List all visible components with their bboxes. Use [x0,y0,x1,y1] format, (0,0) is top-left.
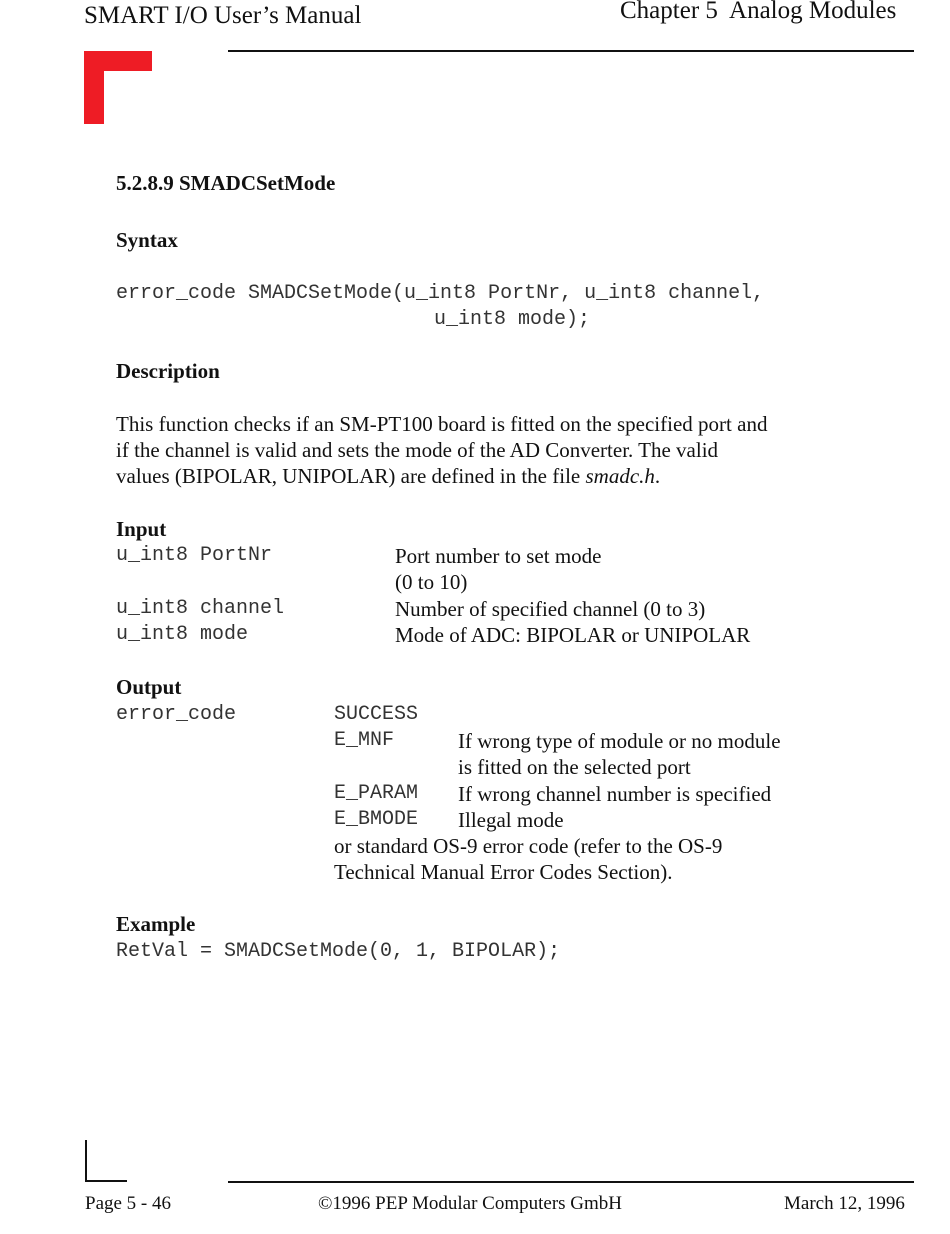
page-number: Page 5 - 46 [85,1193,172,1214]
header-file-name: smadc.h [585,464,655,488]
output-code: E_PARAM [334,782,419,805]
copyright: ©1996 PEP Modular Computers GmbH [318,1193,623,1214]
output-name: error_code [116,703,237,726]
syntax-line-1: error_code SMADCSetMode(u_int8 PortNr, u_int8 channel, [116,282,765,305]
footer-corner-mark-vertical [85,1140,87,1182]
description-line-3 [116,463,660,489]
input-param-desc: Port number to set mode [395,544,602,568]
output-code-desc: Illegal mode [458,808,564,832]
description-text: values (BIPOLAR, UNIPOLAR) are defined in the file [116,464,586,488]
red-corner-mark-vertical [84,51,104,124]
input-param-name: u_int8 channel [116,597,285,620]
output-note-line-1: or standard OS-9 error code (refer to the OS-9 [334,834,723,858]
output-code-desc: If wrong channel number is specified [458,782,772,806]
footer-rule [228,1181,914,1183]
input-param-desc: Number of specified channel (0 to 3) [395,597,706,621]
output-code: E_BMODE [334,808,419,831]
manual-title: SMART I/O User’s Manual [84,2,362,29]
syntax-heading: Syntax [116,228,178,252]
description-line-2: if the channel is valid and sets the mode of the AD Converter. The valid [116,438,719,462]
output-code: SUCCESS [334,703,419,726]
example-heading: Example [116,912,196,936]
syntax-line-2: u_int8 mode); [434,308,591,331]
input-param-desc-cont: (0 to 10) [395,570,468,594]
input-param-name: u_int8 mode [116,623,249,646]
section-title: 5.2.8.9 SMADCSetMode [116,171,336,195]
example-code: RetVal = SMADCSetMode(0, 1, BIPOLAR); [116,940,561,963]
output-code: E_MNF [334,729,395,752]
description-period: . [654,464,661,488]
input-heading: Input [116,517,167,541]
input-param-desc: Mode of ADC: BIPOLAR or UNIPOLAR [395,623,751,647]
output-note-line-2: Technical Manual Error Codes Section). [334,860,673,884]
output-code-desc-cont: is fitted on the selected port [458,755,691,779]
footer-corner-mark-horizontal [85,1180,127,1182]
output-code-desc: If wrong type of module or no module [458,729,781,753]
output-heading: Output [116,675,182,699]
description-line-1: This function checks if an SM-PT100 board is fitted on the specified port and [116,412,768,436]
description-heading: Description [116,359,220,383]
header-rule [228,50,914,52]
input-param-name: u_int8 PortNr [116,544,273,567]
footer-date: March 12, 1996 [784,1193,905,1214]
chapter-title: Chapter 5 Analog Modules [620,0,897,24]
